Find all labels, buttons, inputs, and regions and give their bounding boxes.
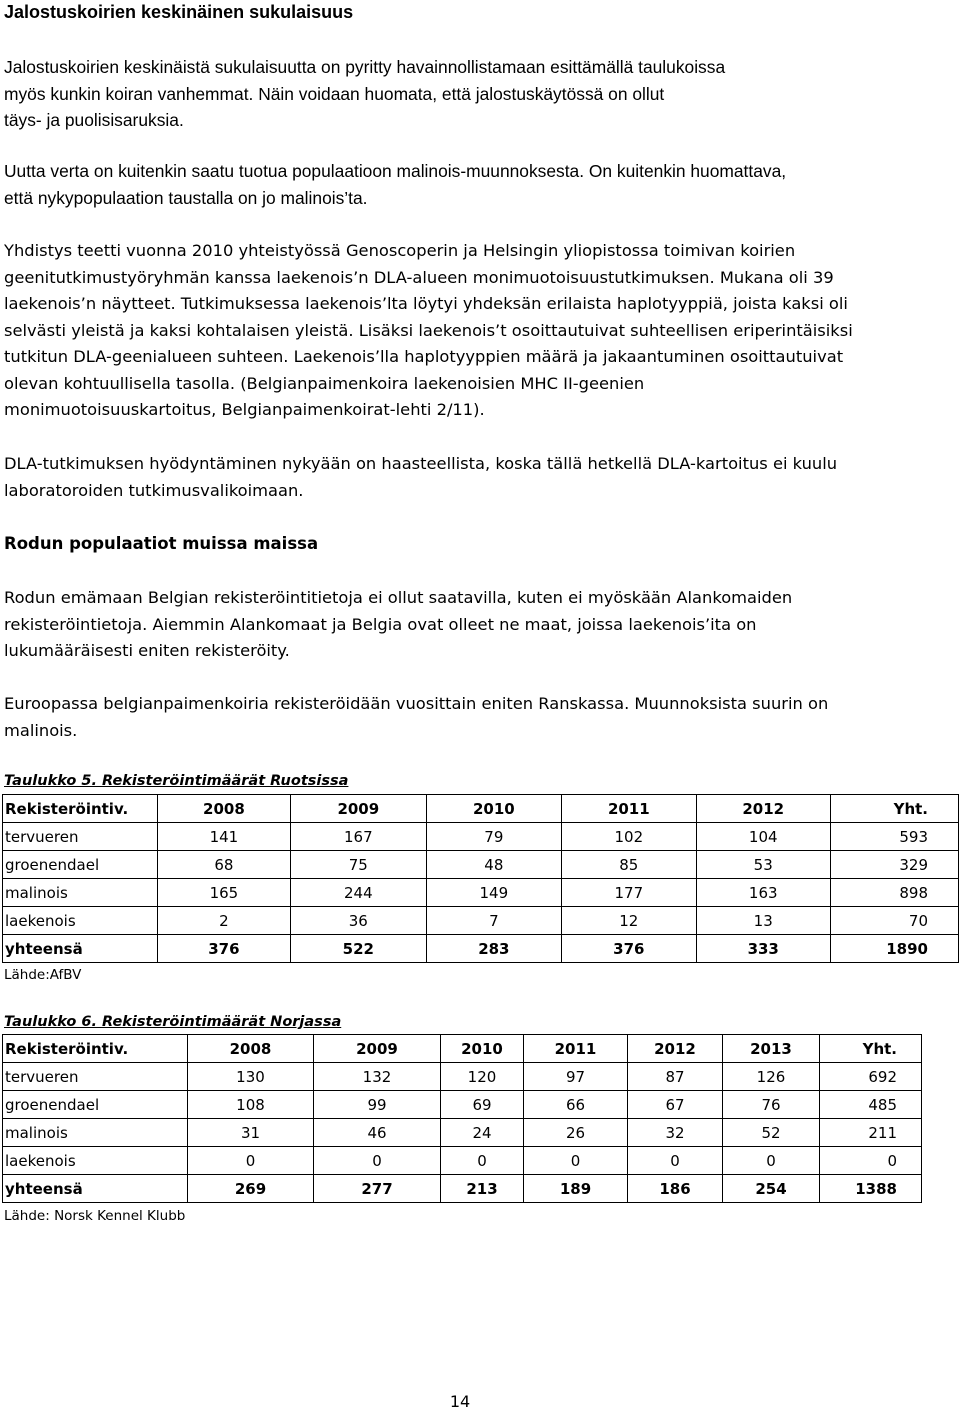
table-cell: 36 xyxy=(290,907,426,935)
table-row xyxy=(3,879,959,907)
table-total-cell: 269 xyxy=(188,1175,314,1203)
table-cell: 0 xyxy=(188,1147,314,1175)
table-cell: 99 xyxy=(314,1091,441,1119)
text-line: Rodun emämaan Belgian rekisteröintitietoja ei ollut saatavilla, kuten ei myöskään Alankomaiden xyxy=(4,588,793,607)
table-total-row xyxy=(3,935,959,963)
table-cell: 85 xyxy=(561,851,696,879)
table-cell: malinois xyxy=(3,1119,188,1147)
table-cell: 593 xyxy=(830,823,958,851)
table-cell: 67 xyxy=(628,1091,723,1119)
table-cell: 0 xyxy=(628,1147,723,1175)
table-header-cell: 2011 xyxy=(524,1035,628,1063)
text-line: geenitutkimustyöryhmän kanssa laekenois’n DLA-alueen monimuotoisuustutkimuksen. Mukana oli 39 xyxy=(4,267,834,287)
paragraph-new-blood xyxy=(4,158,954,211)
table-header-cell: 2012 xyxy=(628,1035,723,1063)
table-header-cell: 2010 xyxy=(426,795,561,823)
table-total-cell: yhteensä xyxy=(3,1175,188,1203)
table-total-cell: 376 xyxy=(561,935,696,963)
table-row xyxy=(3,851,959,879)
table-cell: 24 xyxy=(441,1119,524,1147)
table-cell: laekenois xyxy=(3,1147,188,1175)
table-cell: 898 xyxy=(830,879,958,907)
table-cell: 69 xyxy=(441,1091,524,1119)
table-cell: 76 xyxy=(723,1091,820,1119)
table-total-cell: 333 xyxy=(696,935,830,963)
table-cell: 46 xyxy=(314,1119,441,1147)
paragraph-dla-study xyxy=(4,238,954,424)
table-caption-norway: Taulukko 6. Rekisteröintimäärät Norjassa xyxy=(4,1014,342,1030)
table-cell: 120 xyxy=(441,1063,524,1091)
paragraph-europe xyxy=(4,691,954,744)
table-cell: 97 xyxy=(524,1063,628,1091)
table-total-cell: 1388 xyxy=(820,1175,922,1203)
table-header-cell: Rekisteröintiv. xyxy=(3,1035,188,1063)
table-total-cell: 186 xyxy=(628,1175,723,1203)
table-cell: malinois xyxy=(3,879,158,907)
text-line: laboratoroiden tutkimusvalikoimaan. xyxy=(4,480,304,500)
table-row xyxy=(3,907,959,935)
text-line: tutkitun DLA-geenialueen suhteen. Laekenois’lla haplotyyppien määrä ja jakaantuminen osoittautuivat xyxy=(4,347,844,366)
registration-table-sweden xyxy=(2,794,959,963)
text-line: Yhdistys teetti vuonna 2010 yhteistyössä Genoscoperin ja Helsingin yliopistossa toimivan koirien xyxy=(4,241,796,260)
table-cell: 692 xyxy=(820,1063,922,1091)
table-caption-sweden: Taulukko 5. Rekisteröintimäärät Ruotsissa xyxy=(4,773,349,789)
table-total-row xyxy=(3,1175,922,1203)
paragraph-kinship-intro xyxy=(4,54,954,134)
table-header-cell: 2008 xyxy=(158,795,291,823)
table-cell: 0 xyxy=(524,1147,628,1175)
table-cell: 108 xyxy=(188,1091,314,1119)
table-header-cell: 2011 xyxy=(561,795,696,823)
table-cell: tervueren xyxy=(3,1063,188,1091)
table-cell: 132 xyxy=(314,1063,441,1091)
text-line: että nykypopulaation taustalla on jo malinois’ta. xyxy=(4,187,368,208)
table-cell: 104 xyxy=(696,823,830,851)
registration-table-norway xyxy=(2,1034,922,1203)
table-cell: 26 xyxy=(524,1119,628,1147)
table-row xyxy=(3,1147,922,1175)
table-cell: 31 xyxy=(188,1119,314,1147)
table-cell: 75 xyxy=(290,851,426,879)
table-cell: 48 xyxy=(426,851,561,879)
table-cell: groenendael xyxy=(3,1091,188,1119)
table-cell: 79 xyxy=(426,823,561,851)
table-cell: 87 xyxy=(628,1063,723,1091)
table-total-cell: 189 xyxy=(524,1175,628,1203)
table-header-row xyxy=(3,795,959,823)
text-line: rekisteröintietoja. Aiemmin Alankomaat ja Belgia ovat olleet ne maat, joissa laekenois’ita on xyxy=(4,614,757,634)
table-total-cell: yhteensä xyxy=(3,935,158,963)
text-line: selvästi yleistä ja kaksi kohtalaisen yleistä. Lisäksi laekenois’t osoittautuivat suhteellisen eriperintäisiksi xyxy=(4,320,853,340)
table-header-cell: Yht. xyxy=(830,795,958,823)
table-source-sweden: Lähde:AfBV xyxy=(4,967,82,983)
table-row xyxy=(3,823,959,851)
table-cell: groenendael xyxy=(3,851,158,879)
section-heading-other-countries: Rodun populaatiot muissa maissa xyxy=(4,534,319,553)
text-line: olevan kohtuullisella tasolla. (Belgianpaimenkoira laekenoisien MHC II-geenien xyxy=(4,373,645,393)
table-cell: 177 xyxy=(561,879,696,907)
table-cell: 0 xyxy=(441,1147,524,1175)
table-total-cell: 283 xyxy=(426,935,561,963)
table-cell: 211 xyxy=(820,1119,922,1147)
table-total-cell: 522 xyxy=(290,935,426,963)
table-header-cell: 2009 xyxy=(290,795,426,823)
table-row xyxy=(3,1091,922,1119)
table-cell: 7 xyxy=(426,907,561,935)
table-row xyxy=(3,1119,922,1147)
table-cell: 485 xyxy=(820,1091,922,1119)
text-line: myös kunkin koiran vanhemmat. Näin voidaan huomata, että jalostuskäytössä on ollut xyxy=(4,83,665,104)
table-cell: 244 xyxy=(290,879,426,907)
table-header-cell: Rekisteröintiv. xyxy=(3,795,158,823)
table-total-cell: 376 xyxy=(158,935,291,963)
text-line: DLA-tutkimuksen hyödyntäminen nykyään on haasteellista, koska tällä hetkellä DLA-kartoitus ei kuulu xyxy=(4,454,838,473)
table-header-cell: Yht. xyxy=(820,1035,922,1063)
table-cell: 2 xyxy=(158,907,291,935)
text-line: monimuotoisuuskartoitus, Belgianpaimenkoirat-lehti 2/11). xyxy=(4,400,485,419)
table-cell: 53 xyxy=(696,851,830,879)
table-header-cell: 2010 xyxy=(441,1035,524,1063)
table-header-cell: 2008 xyxy=(188,1035,314,1063)
table-cell: 0 xyxy=(723,1147,820,1175)
table-cell: 32 xyxy=(628,1119,723,1147)
table-cell: 66 xyxy=(524,1091,628,1119)
table-cell: 126 xyxy=(723,1063,820,1091)
text-line: laekenois’n näytteet. Tutkimuksessa laekenois’lta löytyi yhdeksän erilaista haplotyyppiä, joista kaksi oli xyxy=(4,294,848,313)
text-line: Uutta verta on kuitenkin saatu tuotua populaatioon malinois-muunnoksesta. On kuitenkin huomattava, xyxy=(4,161,787,181)
table-row xyxy=(3,1063,922,1091)
table-cell: 163 xyxy=(696,879,830,907)
paragraph-dla-usage xyxy=(4,451,954,504)
table-cell: laekenois xyxy=(3,907,158,935)
table-cell: 52 xyxy=(723,1119,820,1147)
table-total-cell: 213 xyxy=(441,1175,524,1203)
table-cell: 165 xyxy=(158,879,291,907)
table-cell: 167 xyxy=(290,823,426,851)
table-cell: 0 xyxy=(314,1147,441,1175)
table-cell: 329 xyxy=(830,851,958,879)
table-cell: 149 xyxy=(426,879,561,907)
text-line: lukumääräisesti eniten rekisteröity. xyxy=(4,641,290,660)
table-cell: 141 xyxy=(158,823,291,851)
table-cell: 13 xyxy=(696,907,830,935)
page-number: 14 xyxy=(449,1392,471,1411)
table-cell: 70 xyxy=(830,907,958,935)
text-line: Jalostuskoirien keskinäistä sukulaisuutta on pyritty havainnollistamaan esittämällä taulukoissa xyxy=(4,57,726,77)
text-line: täys- ja puolisisaruksia. xyxy=(4,110,184,130)
table-cell: 130 xyxy=(188,1063,314,1091)
table-header-cell: 2013 xyxy=(723,1035,820,1063)
table-cell: tervueren xyxy=(3,823,158,851)
section-heading-kinship: Jalostuskoirien keskinäinen sukulaisuus xyxy=(4,2,354,22)
table-cell: 68 xyxy=(158,851,291,879)
text-line: Euroopassa belgianpaimenkoiria rekisteröidään vuosittain eniten Ranskassa. Muunnoksista suurin on xyxy=(4,694,829,713)
table-cell: 12 xyxy=(561,907,696,935)
text-line: malinois. xyxy=(4,720,78,740)
table-cell: 102 xyxy=(561,823,696,851)
table-total-cell: 254 xyxy=(723,1175,820,1203)
table-source-norway: Lähde: Norsk Kennel Klubb xyxy=(4,1208,186,1224)
table-header-cell: 2009 xyxy=(314,1035,441,1063)
table-header-row xyxy=(3,1035,922,1063)
table-header-cell: 2012 xyxy=(696,795,830,823)
paragraph-belgium xyxy=(4,585,954,665)
table-total-cell: 1890 xyxy=(830,935,958,963)
table-total-cell: 277 xyxy=(314,1175,441,1203)
table-cell: 0 xyxy=(820,1147,922,1175)
